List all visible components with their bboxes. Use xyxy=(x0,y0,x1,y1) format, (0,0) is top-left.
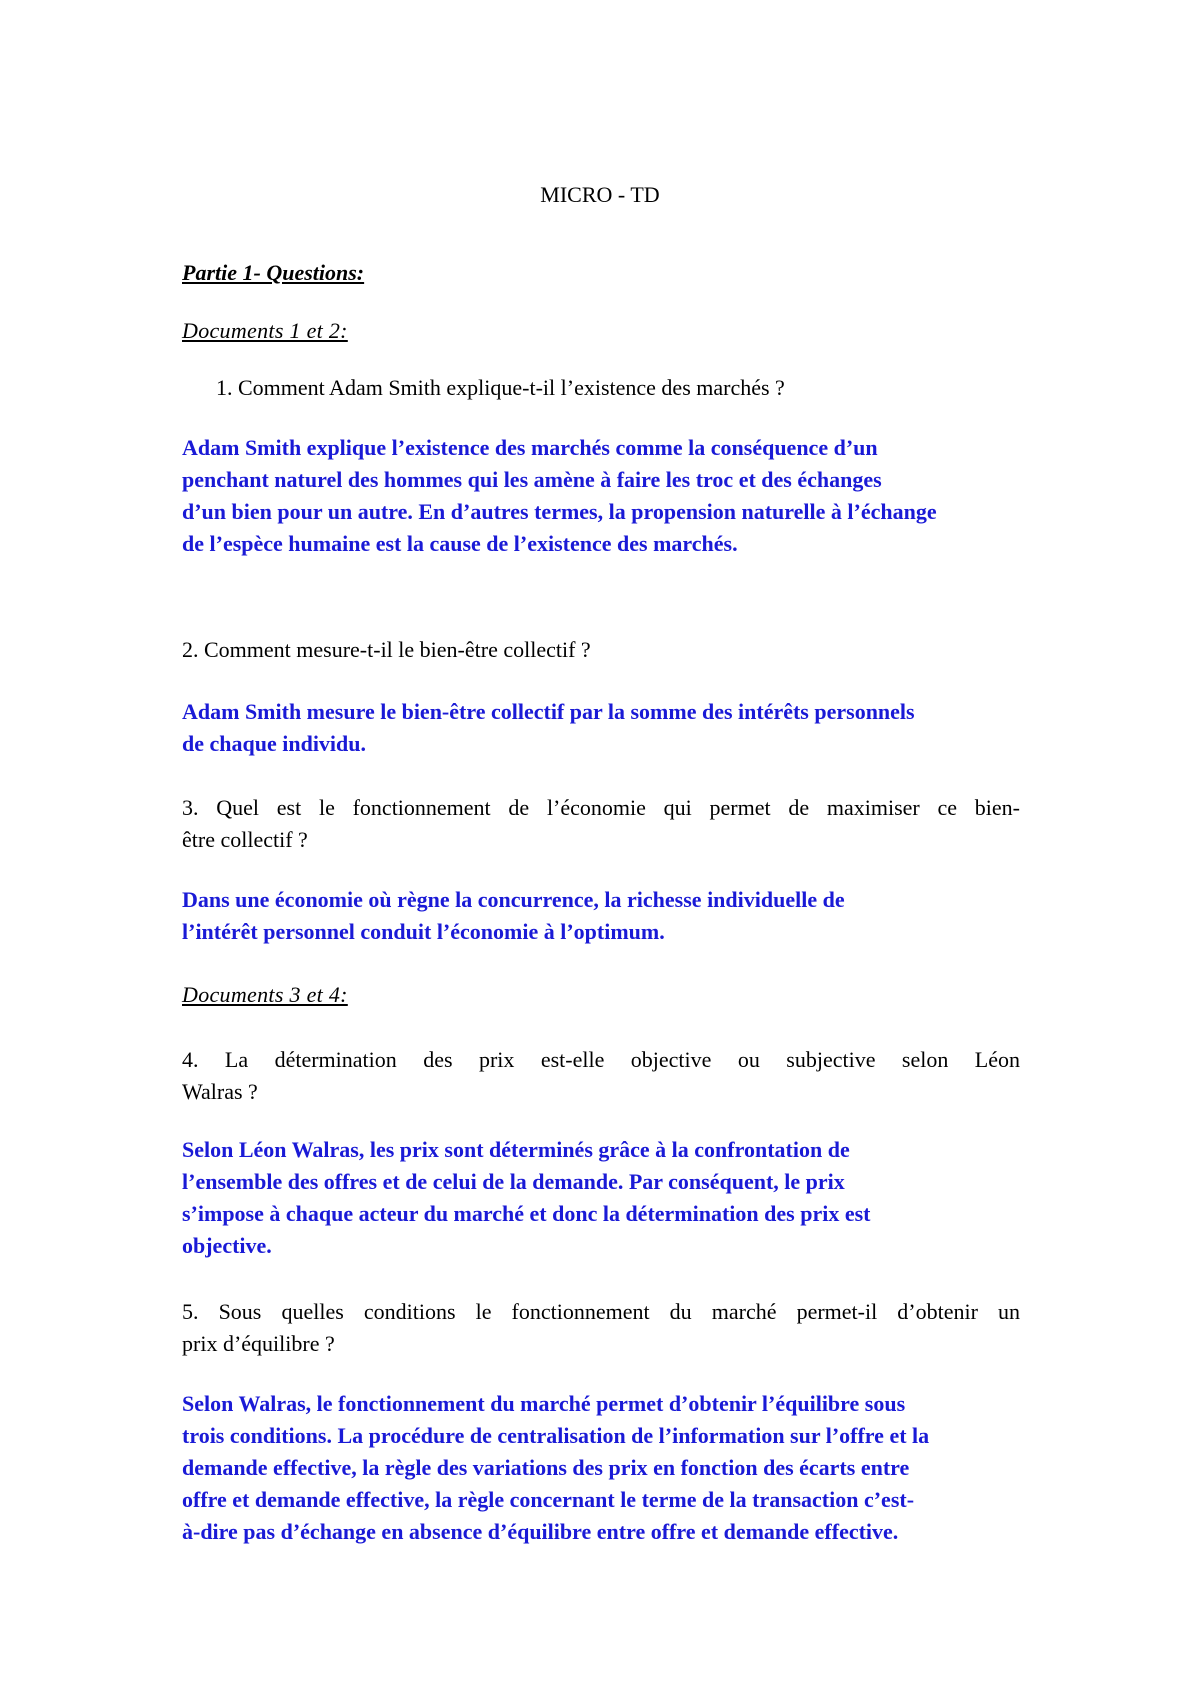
answer-line: de l’espèce humaine est la cause de l’existence des marchés. xyxy=(182,531,738,556)
answer-line: de chaque individu. xyxy=(182,731,367,756)
question-line: 3. Quel est le fonctionnement de l’économie qui permet de maximiser ce bien- xyxy=(182,795,1020,820)
section-heading-documents-3-4: Documents 3 et 4: xyxy=(182,982,348,1007)
answer-1 xyxy=(182,432,1042,560)
answer-line: Adam Smith explique l’existence des marchés comme la conséquence d’un xyxy=(182,435,878,460)
question-2: 2. Comment mesure-t-il le bien-être collectif ? xyxy=(182,637,591,662)
answer-line: trois conditions. La procédure de centralisation de l’information sur l’offre et la xyxy=(182,1423,930,1448)
answer-line: Dans une économie où règne la concurrence, la richesse individuelle de xyxy=(182,887,845,912)
answer-line: s’impose à chaque acteur du marché et donc la détermination des prix est xyxy=(182,1201,871,1226)
answer-line: Adam Smith mesure le bien-être collectif par la somme des intérêts personnels xyxy=(182,699,915,724)
page-title: MICRO - TD xyxy=(540,182,660,207)
answer-2 xyxy=(182,696,1042,760)
section-heading-documents-1-2: Documents 1 et 2: xyxy=(182,318,348,343)
answer-line: objective. xyxy=(182,1233,272,1258)
answer-5 xyxy=(182,1388,1042,1548)
part-heading: Partie 1- Questions: xyxy=(182,260,365,285)
question-3 xyxy=(182,792,1020,856)
answer-line: Selon Léon Walras, les prix sont déterminés grâce à la confrontation de xyxy=(182,1137,850,1162)
answer-line: demande effective, la règle des variations des prix en fonction des écarts entre xyxy=(182,1455,910,1480)
question-line: Walras ? xyxy=(182,1079,258,1104)
question-line: 4. La détermination des prix est-elle objective ou subjective selon Léon xyxy=(182,1047,1020,1072)
answer-line: offre et demande effective, la règle concernant le terme de la transaction c’est- xyxy=(182,1487,915,1512)
answer-line: penchant naturel des hommes qui les amène à faire les troc et des échanges xyxy=(182,467,882,492)
answer-line: d’un bien pour un autre. En d’autres termes, la propension naturelle à l’échange xyxy=(182,499,937,524)
question-line: être collectif ? xyxy=(182,827,308,852)
question-line: 5. Sous quelles conditions le fonctionnement du marché permet-il d’obtenir un xyxy=(182,1299,1020,1324)
answer-line: à-dire pas d’échange en absence d’équilibre entre offre et demande effective. xyxy=(182,1519,899,1544)
question-1: 1. Comment Adam Smith explique-t-il l’existence des marchés ? xyxy=(216,375,785,400)
answer-line: l’ensemble des offres et de celui de la demande. Par conséquent, le prix xyxy=(182,1169,845,1194)
question-5 xyxy=(182,1296,1020,1360)
question-line: prix d’équilibre ? xyxy=(182,1331,335,1356)
answer-line: Selon Walras, le fonctionnement du marché permet d’obtenir l’équilibre sous xyxy=(182,1391,906,1416)
answer-line: l’intérêt personnel conduit l’économie à l’optimum. xyxy=(182,919,665,944)
question-4 xyxy=(182,1044,1020,1108)
answer-4 xyxy=(182,1134,1042,1262)
answer-3 xyxy=(182,884,1042,948)
